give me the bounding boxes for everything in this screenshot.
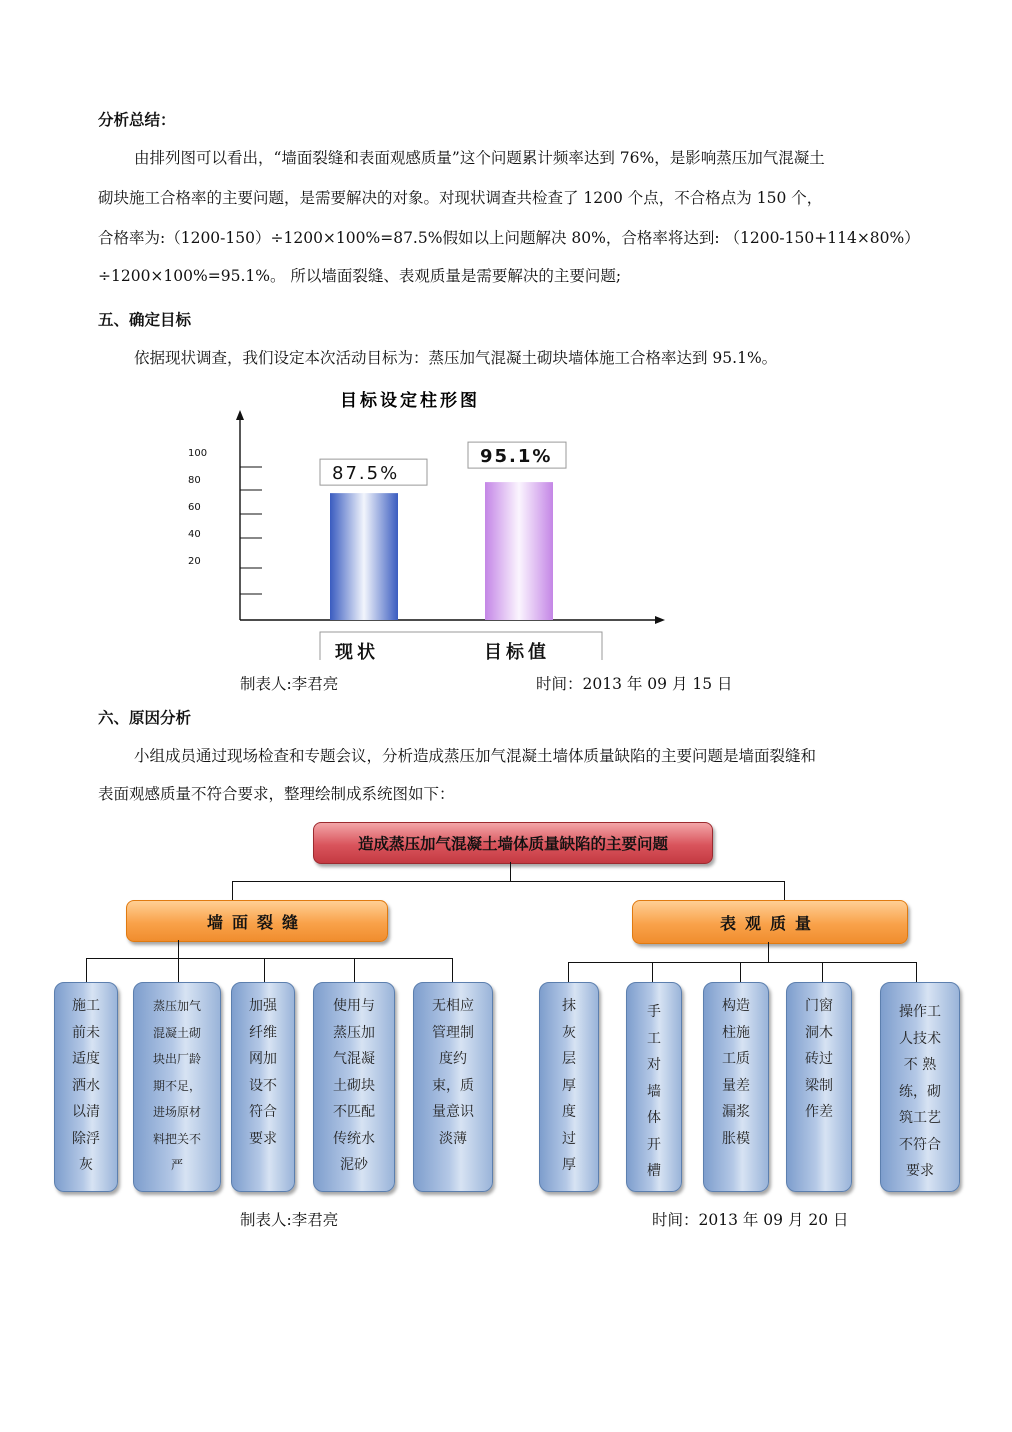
connector (916, 962, 917, 982)
connector (652, 962, 653, 982)
leaf-text-line: 不 熟 (903, 1057, 937, 1073)
y-tick-label: 100 (188, 448, 208, 459)
leaf-text-line: 除浮 (72, 1130, 100, 1147)
summary-line-4: ÷1200×100%=95.1%。 所以墙面裂缝、表观质量是需要解决的主要问题; (98, 267, 622, 285)
leaf-text-line: 开 (647, 1136, 661, 1153)
connector (784, 881, 785, 900)
connector (178, 940, 179, 959)
leaf-text-line: 气混凝 (333, 1051, 375, 1067)
chart-time: 时间：2013 年 09 月 15 日 (536, 675, 733, 693)
x-tick-label: 目标值 (484, 642, 550, 660)
leaf-box (786, 982, 852, 1192)
leaf-text-line: 槽 (647, 1163, 661, 1179)
branch-surface-quality: 表观质量 (632, 900, 908, 944)
leaf-box (880, 982, 960, 1192)
leaf-text-line: 厚 (562, 1157, 576, 1173)
leaf-text-line: 工质 (722, 1051, 750, 1067)
leaf-text-line: 块出厂龄 (152, 1052, 201, 1066)
y-axis (188, 410, 665, 624)
leaf-text-line: 束，质 (432, 1077, 474, 1094)
bar-1 (330, 493, 398, 620)
leaf-text-line: 量差 (722, 1077, 750, 1094)
leaf-text-line: 土砌块 (333, 1077, 375, 1094)
leaf-box (539, 982, 599, 1192)
leaf-text-line: 混凝土砌 (152, 1025, 201, 1040)
connector (740, 962, 741, 982)
leaf-text-line: 构造 (722, 998, 750, 1014)
summary-heading: 分析总结： (98, 111, 176, 129)
leaf-box (626, 982, 682, 1192)
leaf-text-line: 适度 (72, 1051, 100, 1067)
leaf-text-line: 过 (562, 1130, 576, 1147)
leaf-text-line: 蒸压加气 (152, 999, 201, 1013)
connector (452, 958, 453, 982)
y-tick-label: 60 (188, 502, 201, 513)
leaf-text-line: 管理制 (432, 1024, 474, 1041)
leaf-text-line: 抹 (562, 998, 576, 1014)
target-bar-chart (180, 380, 680, 660)
connector (822, 962, 823, 982)
leaf-box (231, 982, 295, 1192)
connector (232, 881, 233, 900)
leaf-text-line: 灰 (79, 1157, 93, 1173)
connector (354, 958, 355, 982)
chart-maker: 制表人:李君亮 (240, 675, 339, 693)
connector (264, 958, 265, 982)
leaf-box (413, 982, 493, 1192)
section5-heading: 五、确定目标 (98, 311, 192, 329)
leaf-text-line: 工 (647, 1030, 661, 1047)
leaf-text-line: 层 (562, 1051, 576, 1067)
leaf-text-line: 淡薄 (439, 1130, 467, 1147)
leaf-text-line: 蒸压加 (333, 1024, 375, 1041)
leaf-text-line: 灰 (562, 1024, 576, 1041)
leaf-text-line: 洞木 (805, 1024, 833, 1041)
leaf-text-line: 无相应 (432, 998, 474, 1014)
data-label: 87.5% (332, 463, 400, 485)
branch-wall-cracks: 墙面裂缝 (126, 900, 388, 942)
bars (320, 442, 566, 620)
summary-line-3: 合格率为:（1200-150）÷1200×100%=87.5%假如以上问题解决 80%，合格率将达到: （1200-150+114×80%） (98, 229, 920, 247)
leaf-text-line: 泥砂 (340, 1157, 368, 1173)
section6-heading: 六、原因分析 (98, 709, 192, 727)
section5-text: 依据现状调查，我们设定本次活动目标为：蒸压加气混凝土砌块墙体施工合格率达到 95.1%。 (134, 349, 778, 367)
leaf-text-line: 传统水 (333, 1130, 375, 1147)
leaf-text-line: 严 (170, 1158, 183, 1172)
leaf-text-line: 梁制 (805, 1077, 833, 1094)
leaf-text-line: 期不足， (152, 1078, 201, 1093)
leaf-text-line: 作差 (805, 1104, 833, 1120)
leaf-text-line: 不符合 (899, 1136, 941, 1153)
connector (568, 962, 569, 982)
leaf-text-line: 要求 (249, 1130, 277, 1147)
leaf-text-line: 练，砌 (899, 1083, 941, 1100)
connector (510, 862, 511, 882)
leaf-text-line: 进场原材 (152, 1105, 201, 1119)
connector (86, 958, 452, 959)
leaf-text-line: 墙 (647, 1083, 661, 1100)
leaf-text-line: 体 (647, 1110, 661, 1126)
connector (178, 958, 179, 982)
leaf-box (313, 982, 395, 1192)
leaf-text-line: 度 (562, 1104, 576, 1120)
chart-title: 目标设定柱形图 (340, 391, 480, 411)
leaf-text-line: 料把关不 (152, 1131, 201, 1146)
leaf-text-line: 不匹配 (333, 1104, 375, 1120)
connector (232, 881, 785, 882)
leaf-box (54, 982, 118, 1192)
data-label: 95.1% (480, 446, 553, 468)
leaf-text-line: 纤维 (249, 1024, 277, 1041)
leaf-text-line: 漏浆 (722, 1104, 750, 1120)
tree-time: 时间：2013 年 09 月 20 日 (652, 1211, 849, 1229)
bar-2 (485, 482, 553, 620)
leaf-text-line: 前未 (72, 1024, 100, 1041)
leaf-text-line: 砖过 (805, 1051, 833, 1067)
leaf-text-line: 要求 (906, 1163, 934, 1179)
connector (768, 942, 769, 963)
leaf-text-line: 胀模 (722, 1130, 750, 1147)
leaf-text-line: 厚 (562, 1077, 576, 1094)
leaf-text-line: 柱施 (722, 1024, 750, 1041)
leaf-text-line: 操作工 (899, 1004, 941, 1020)
summary-line-2: 砌块施工合格率的主要问题，是需要解决的对象。对现状调查共检查了 1200 个点，不合格点为 150 个， (98, 189, 823, 207)
x-labels (320, 632, 602, 660)
y-tick-label: 20 (188, 556, 201, 567)
leaf-text-line: 以清 (72, 1104, 100, 1120)
leaf-box (133, 982, 221, 1192)
leaf-text-line: 手 (647, 1004, 661, 1020)
section6-line-2: 表面观感质量不符合要求，整理绘制成系统图如下： (98, 785, 455, 803)
tree-root-node: 造成蒸压加气混凝土墙体质量缺陷的主要问题 (313, 822, 713, 864)
x-axis-arrow (655, 616, 665, 624)
connector (86, 958, 87, 982)
y-tick-label: 80 (188, 475, 201, 486)
leaf-text-line: 使用与 (333, 998, 375, 1014)
leaf-text-line: 设不 (249, 1077, 277, 1094)
tree-maker: 制表人:李君亮 (240, 1211, 339, 1229)
leaf-text-line: 门窗 (805, 998, 833, 1014)
summary-line-1: 由排列图可以看出，“墙面裂缝和表面观感质量”这个问题累计频率达到 76%，是影响蒸压加气混凝土 (134, 149, 825, 167)
leaf-text-line: 筑工艺 (899, 1110, 941, 1126)
leaf-text-line: 洒水 (72, 1077, 100, 1094)
leaf-text-line: 加强 (249, 998, 277, 1014)
y-axis-arrow (236, 410, 244, 420)
leaf-text-line: 量意识 (432, 1104, 474, 1120)
leaf-text-line: 符合 (249, 1104, 277, 1120)
connector (568, 962, 916, 963)
leaf-box (703, 982, 769, 1192)
leaf-text-line: 施工 (72, 998, 100, 1014)
x-tick-label: 现状 (335, 642, 379, 660)
leaf-text-line: 对 (647, 1057, 661, 1073)
leaf-text-line: 网加 (249, 1051, 277, 1067)
leaf-text-line: 度约 (439, 1051, 467, 1067)
leaf-text-line: 人技术 (899, 1030, 941, 1047)
section6-line-1: 小组成员通过现场检查和专题会议，分析造成蒸压加气混凝土墙体质量缺陷的主要问题是墙面裂缝和 (134, 747, 817, 765)
y-tick-label: 40 (188, 529, 201, 540)
